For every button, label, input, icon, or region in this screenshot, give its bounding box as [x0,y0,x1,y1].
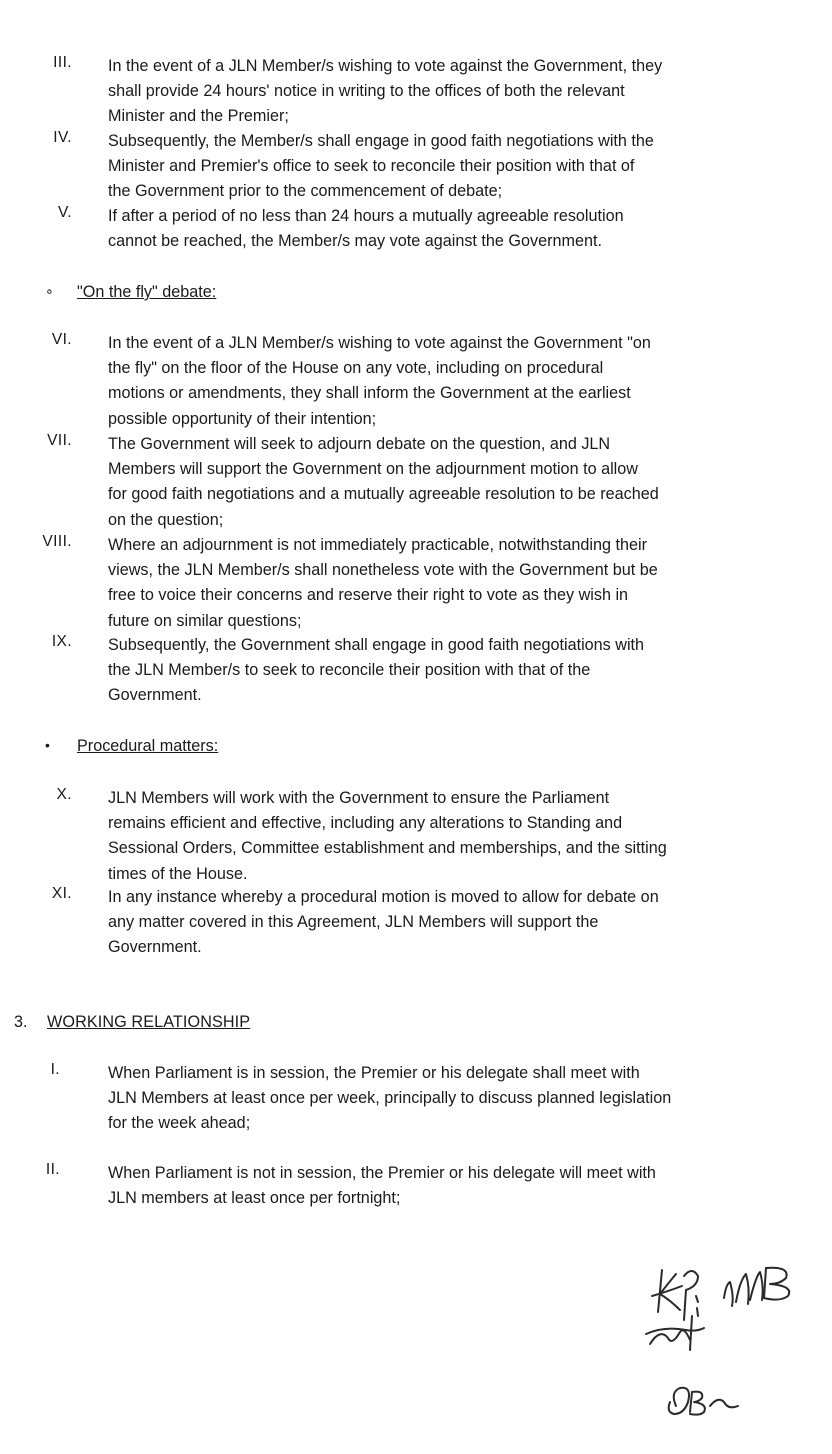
clause-text [108,633,798,709]
clause-line: remains efficient and effective, including any alterations to Standing and [108,814,623,833]
clause-line: When Parliament is not in session, the Premier or his delegate will meet with [108,1164,656,1182]
clause-line: the Government prior to the commencement of debate; [108,182,503,201]
clause-line: In the event of a JLN Member/s wishing to vote against the Government "on [108,334,651,352]
clause-number: VI. [51,331,72,348]
bullet-icon: • [45,737,50,753]
clause-line: on the question; [108,510,224,529]
clause-text [108,885,798,961]
clause-text [108,204,798,254]
clause-line: Government. [108,686,202,705]
clause-line: The Government will seek to adjourn debate on the question, and JLN [108,435,611,453]
clause-text [108,533,798,634]
clause-text [108,432,798,533]
bullet-icon: ∘ [45,283,54,299]
clause-line: Members will support the Government on the adjournment motion to allow [108,460,638,479]
clause-line: Subsequently, the Member/s shall engage in good faith negotiations with the [108,132,654,150]
clause-number: XI. [51,885,72,902]
handwritten-initials [640,1256,820,1451]
clause-number: VII. [47,432,72,449]
clause-line: In the event of a JLN Member/s wishing to vote against the Government, they [108,57,663,75]
clause-line: JLN Members will work with the Government to ensure the Parliament [108,789,610,807]
subheading-label: "On the fly" debate: [77,283,217,301]
clause-line: the JLN Member/s to seek to reconcile their position with that of the [108,661,591,680]
clause-number: X. [56,786,72,803]
clause-text [108,1161,798,1211]
clause-line: for good faith negotiations and a mutually agreeable resolution to be reached [108,485,659,504]
clause-line: Where an adjournment is not immediately practicable, notwithstanding their [108,536,647,554]
clause-line: Sessional Orders, Committee establishment and memberships, and the sitting [108,839,667,858]
clause-line: If after a period of no less than 24 hours a mutually agreeable resolution [108,207,624,225]
section-title: WORKING RELATIONSHIP [47,1013,251,1031]
clause-line: views, the JLN Member/s shall nonetheless vote with the Government but be [108,561,658,580]
clause-line: any matter covered in this Agreement, JLN Members will support the [108,913,599,932]
clause-line: Government. [108,938,202,957]
clause-line: JLN members at least once per fortnight; [108,1189,401,1208]
clause-number: I. [50,1061,60,1078]
clause-line: for the week ahead; [108,1114,251,1133]
clause-line: Minister and the Premier; [108,107,289,126]
clause-number: II. [45,1161,60,1178]
clause-line: times of the House. [108,864,248,883]
section-number: 3. [14,1013,28,1031]
clause-line: possible opportunity of their intention; [108,409,377,428]
signature-icon [640,1256,820,1446]
clause-line: motions or amendments, they shall inform the Government at the earliest [108,384,631,403]
clause-text [108,1061,798,1137]
clause-line: In any instance whereby a procedural motion is moved to allow for debate on [108,888,659,906]
subheading-label: Procedural matters: [77,737,219,755]
clause-number: V. [57,204,72,221]
clause-line: cannot be reached, the Member/s may vote against the Government. [108,232,602,251]
clause-text [108,786,798,887]
clause-line: Subsequently, the Government shall engage in good faith negotiations with [108,636,645,654]
clause-line: the fly" on the floor of the House on any vote, including on procedural [108,359,604,378]
clause-text [108,129,798,205]
clause-number: VIII. [42,533,72,550]
clause-number: IV. [53,129,72,146]
clause-text [108,331,798,432]
clause-line: future on similar questions; [108,611,302,630]
clause-number: III. [53,54,72,71]
clause-line: JLN Members at least once per week, principally to discuss planned legislation [108,1089,672,1108]
clause-number: IX. [51,633,72,650]
clause-line: shall provide 24 hours' notice in writing to the offices of both the relevant [108,82,625,101]
clause-line: free to voice their concerns and reserve their right to vote as they wish in [108,586,629,605]
clause-line: Minister and Premier's office to seek to reconcile their position with that of [108,157,635,176]
clause-line: When Parliament is in session, the Premier or his delegate shall meet with [108,1064,640,1082]
clause-text [108,54,798,130]
